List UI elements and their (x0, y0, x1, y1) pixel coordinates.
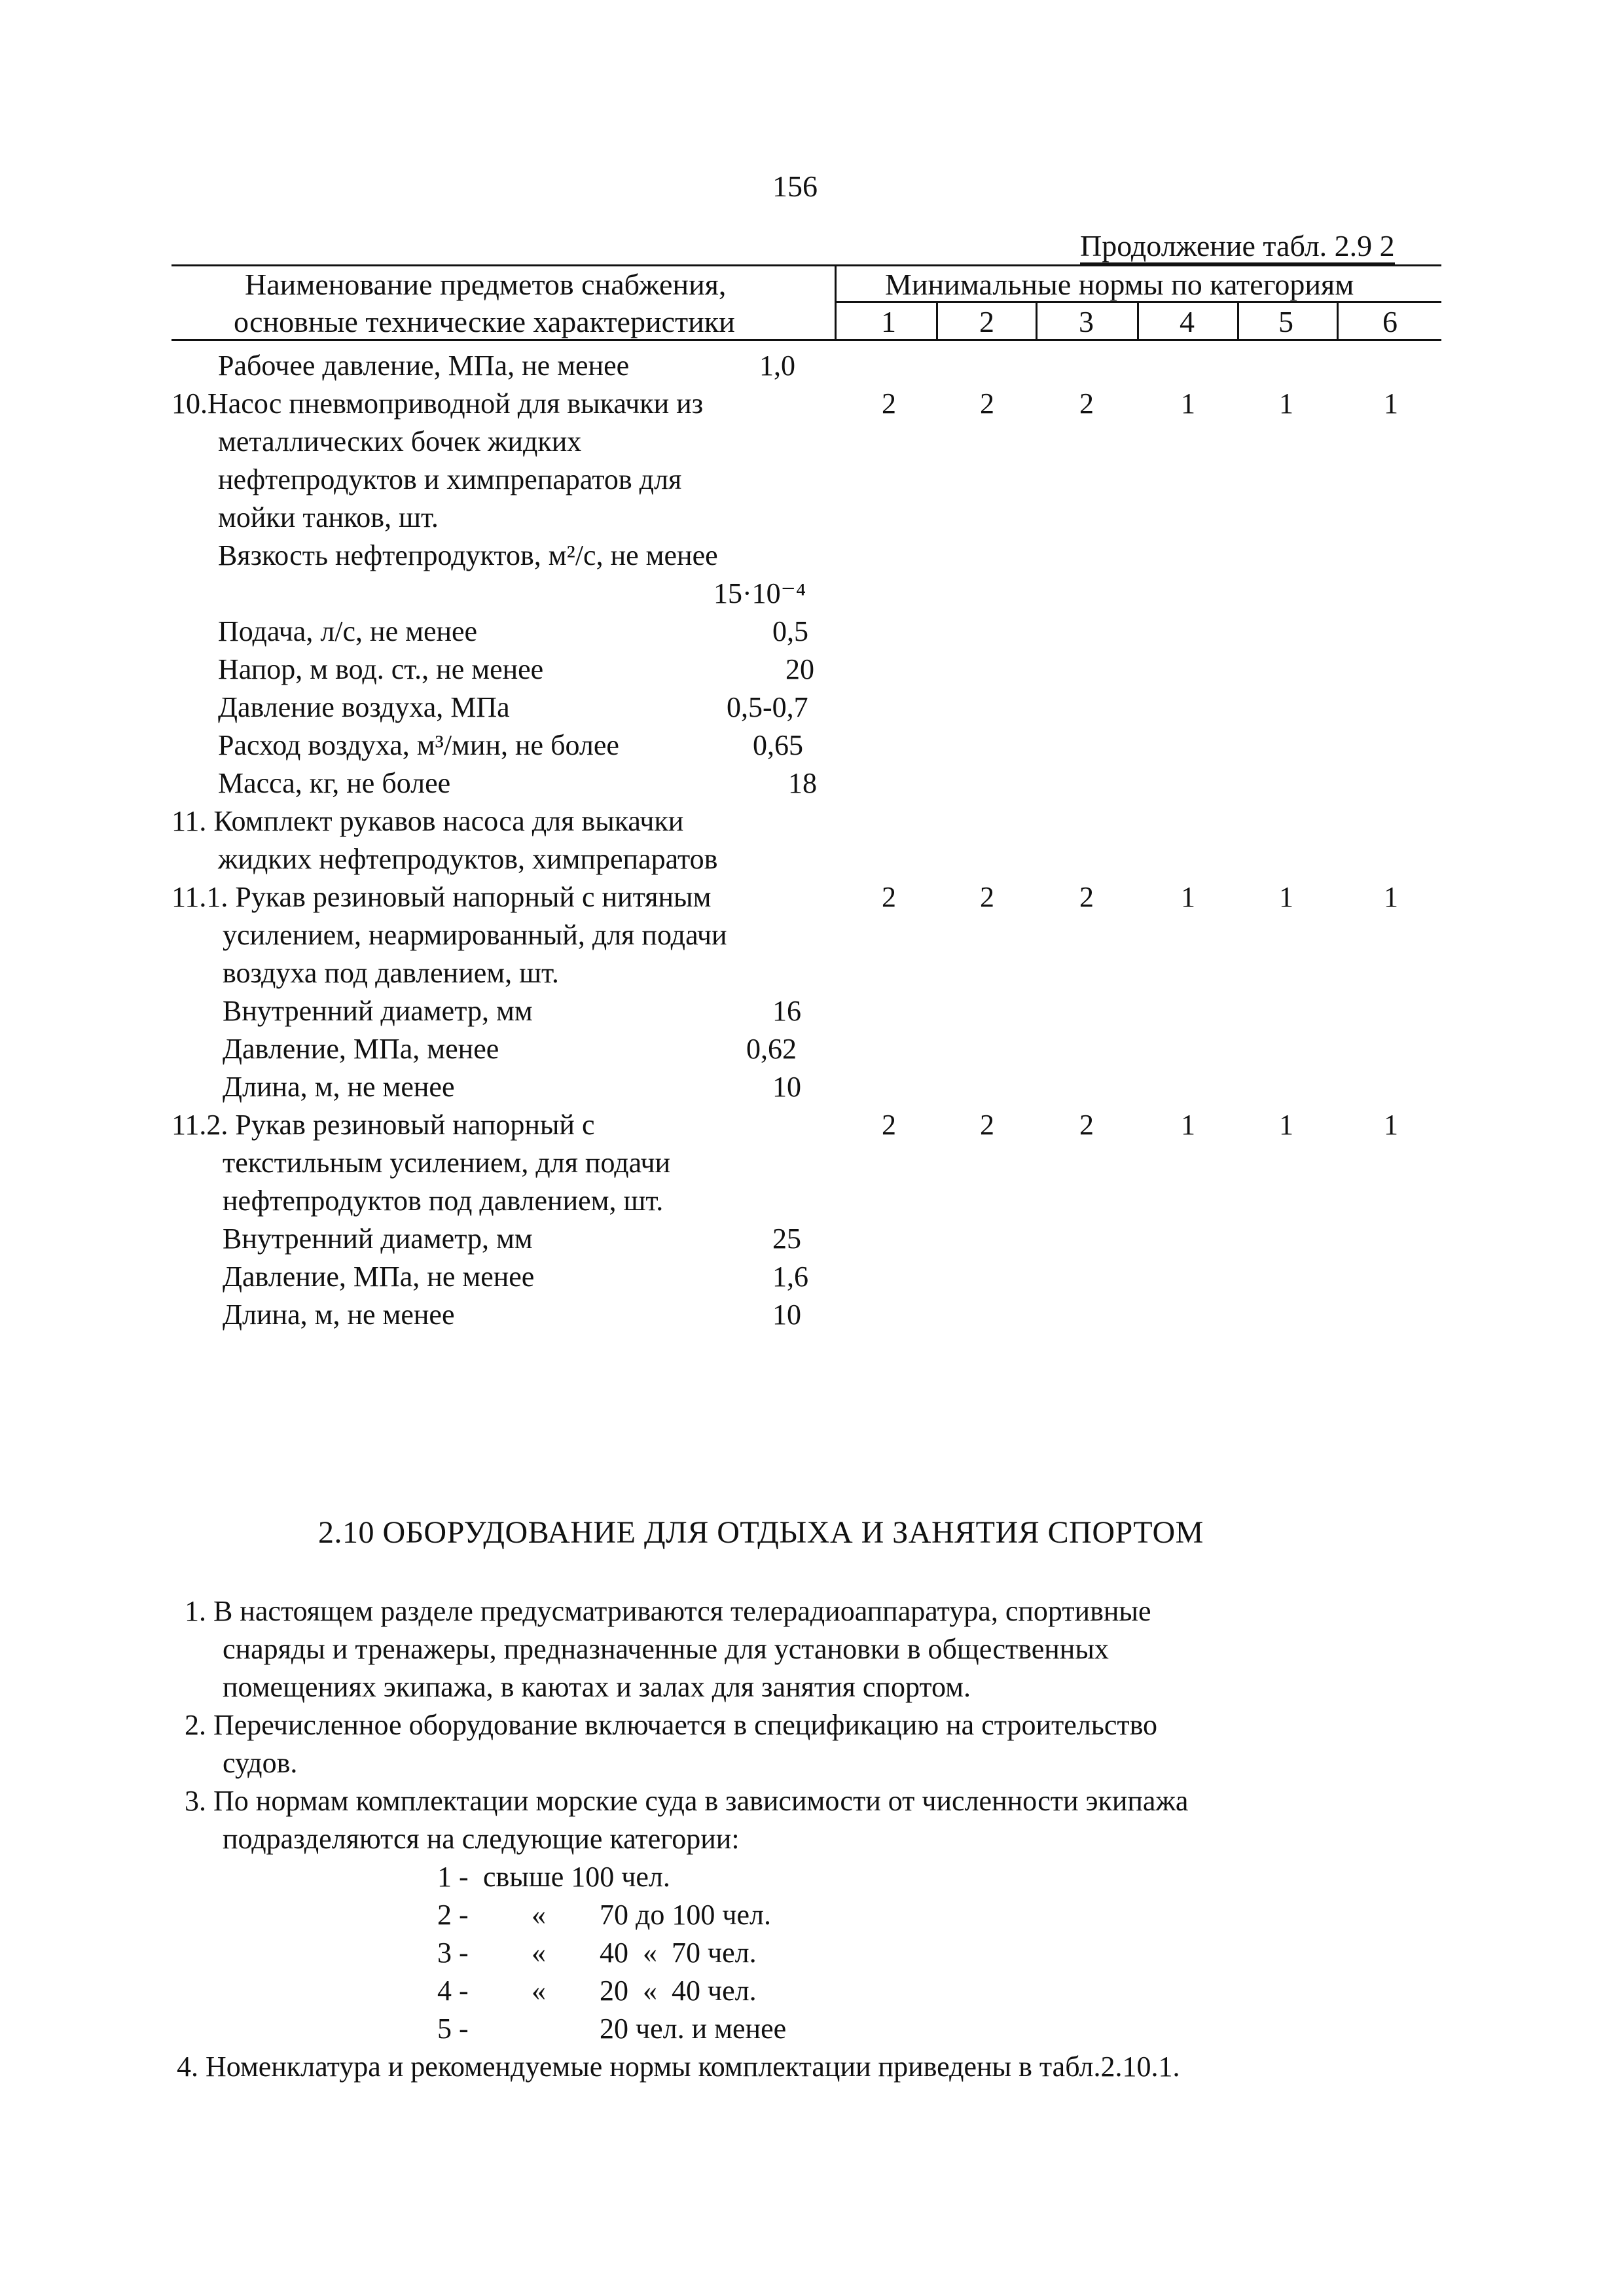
category-2-ditto: « (532, 1899, 546, 1931)
value-length-1: 10 (772, 1071, 801, 1103)
header-category-2: 2 (979, 305, 994, 338)
category-1-text: свыше 100 чел. (483, 1861, 670, 1893)
item-11-2-cat-2: 2 (980, 1109, 994, 1141)
value-air-flow: 0,65 (753, 729, 803, 761)
item-10-cat-1: 2 (882, 387, 896, 420)
item-11-2-cat-4: 1 (1181, 1109, 1195, 1141)
row-item-11-2-line2: текстильным усилением, для подачи (223, 1147, 671, 1179)
value-head: 20 (785, 653, 814, 685)
category-1-number: 1 - (437, 1861, 469, 1893)
value-viscosity: 15·10⁻⁴ (713, 577, 806, 609)
header-items-line1: Наименование предметов снабжения, (245, 268, 727, 301)
row-item-11-line2: жидких нефтепродуктов, химпрепаратов (218, 843, 718, 875)
value-pressure-2: 1,6 (772, 1261, 808, 1293)
item-11-1-cat-6: 1 (1384, 881, 1398, 913)
row-mass: Масса, кг, не более (218, 767, 451, 799)
header-category-3: 3 (1079, 305, 1094, 338)
category-5-number: 5 - (437, 2013, 469, 2045)
value-length-2: 10 (772, 1299, 801, 1331)
value-pressure-1: 0,62 (746, 1033, 797, 1065)
row-item-11-1-line3: воздуха под давлением, шт. (223, 957, 559, 989)
header-items-line2: основные технические характеристики (234, 305, 735, 338)
category-2-text: 70 до 100 чел. (600, 1899, 772, 1931)
row-air-flow: Расход воздуха, м³/мин, не более (218, 729, 619, 761)
category-2-number: 2 - (437, 1899, 469, 1931)
item-10-cat-2: 2 (980, 387, 994, 420)
row-item-10-line3: нефтепродуктов и химпрепаратов для (218, 463, 682, 495)
item-11-1-cat-4: 1 (1181, 881, 1195, 913)
value-mass: 18 (788, 767, 817, 799)
table-header-bottom-rule (171, 339, 1441, 341)
header-category-6: 6 (1382, 305, 1398, 338)
value-air-pressure: 0,5-0,7 (727, 691, 808, 723)
item-10-cat-5: 1 (1279, 387, 1293, 420)
value-inner-diameter-2: 25 (772, 1223, 801, 1255)
header-categories-title: Минимальные нормы по категориям (885, 268, 1354, 301)
row-length-1: Длина, м, не менее (223, 1071, 455, 1103)
category-4-ditto: « (532, 1975, 546, 2007)
header-divider (835, 264, 837, 340)
item-11-2-cat-6: 1 (1384, 1109, 1398, 1141)
item-11-1-cat-2: 2 (980, 881, 994, 913)
row-pressure-2: Давление, МПа, не менее (223, 1261, 535, 1293)
item-11-2-cat-5: 1 (1279, 1109, 1293, 1141)
row-pressure-1: Давление, МПа, менее (223, 1033, 499, 1065)
row-length-2: Длина, м, не менее (223, 1299, 455, 1331)
header-category-4: 4 (1180, 305, 1195, 338)
row-inner-diameter-2: Внутренний диаметр, мм (223, 1223, 533, 1255)
row-item-10-line2: металлических бочек жидких (218, 425, 582, 457)
value-inner-diameter-1: 16 (772, 995, 801, 1027)
page-number: 156 (772, 170, 818, 203)
row-item-11-2-title: 11.2. Рукав резиновый напорный с (171, 1109, 595, 1141)
row-air-pressure: Давление воздуха, МПа (218, 691, 510, 723)
category-divider-4 (1237, 301, 1239, 340)
row-flow: Подача, л/с, не менее (218, 615, 478, 647)
paragraph-1-line1: 1. В настоящем разделе предусматриваются телерадиоаппаратура, спортивные (185, 1595, 1151, 1627)
category-4-text: 20 « 40 чел. (600, 1975, 757, 2007)
item-10-cat-6: 1 (1384, 387, 1398, 420)
row-item-10-title: 10.Насос пневмоприводной для выкачки из (171, 387, 704, 420)
row-inner-diameter-1: Внутренний диаметр, мм (223, 995, 533, 1027)
paragraph-3-line1: 3. По нормам комплектации морские суда в зависимости от численности экипажа (185, 1785, 1189, 1817)
paragraph-4: 4. Номенклатура и рекомендуемые нормы комплектации приведены в табл.2.10.1. (177, 2051, 1180, 2083)
row-item-10-line4: мойки танков, шт. (218, 501, 439, 533)
category-divider-3 (1137, 301, 1139, 340)
item-10-cat-3: 2 (1079, 387, 1094, 420)
continuation-text: Продолжение табл. 2.9 2 (1080, 229, 1395, 262)
item-10-cat-4: 1 (1181, 387, 1195, 420)
row-item-11-2-line3: нефтепродуктов под давлением, шт. (223, 1185, 664, 1217)
category-5-text: 20 чел. и менее (600, 2013, 787, 2045)
header-category-1: 1 (881, 305, 896, 338)
category-3-text: 40 « 70 чел. (600, 1937, 757, 1969)
item-11-2-cat-1: 2 (882, 1109, 896, 1141)
category-divider-1 (936, 301, 938, 340)
value-flow: 0,5 (772, 615, 808, 647)
paragraph-3-line2: подразделяются на следующие категории: (223, 1823, 740, 1855)
category-divider-2 (1036, 301, 1038, 340)
table-top-rule (171, 264, 1441, 266)
row-item-11-1-title: 11.1. Рукав резиновый напорный с нитяным (171, 881, 712, 913)
row-item-11-title: 11. Комплект рукавов насоса для выкачки (171, 805, 684, 837)
category-3-ditto: « (532, 1937, 546, 1969)
row-viscosity: Вязкость нефтепродуктов, м²/с, не менее (218, 539, 718, 571)
category-divider-5 (1337, 301, 1339, 340)
row-head: Напор, м вод. ст., не менее (218, 653, 544, 685)
item-11-1-cat-5: 1 (1279, 881, 1293, 913)
table-continuation-label (1080, 231, 1395, 261)
paragraph-1-line3: помещениях экипажа, в каютах и залах для занятия спортом. (223, 1671, 971, 1703)
paragraph-2-line2: судов. (223, 1747, 298, 1779)
value-working-pressure: 1,0 (759, 350, 795, 382)
row-item-11-1-line2: усилением, неармированный, для подачи (223, 919, 727, 951)
paragraph-1-line2: снаряды и тренажеры, предназначенные для установки в общественных (223, 1633, 1109, 1665)
row-working-pressure: Рабочее давление, МПа, не менее (218, 350, 630, 382)
category-4-number: 4 - (437, 1975, 469, 2007)
paragraph-2-line1: 2. Перечисленное оборудование включается в спецификацию на строительство (185, 1709, 1158, 1741)
item-11-1-cat-3: 2 (1079, 881, 1094, 913)
section-title: 2.10 ОБОРУДОВАНИЕ ДЛЯ ОТДЫХА И ЗАНЯТИЯ СПОРТОМ (318, 1515, 1204, 1550)
category-3-number: 3 - (437, 1937, 469, 1969)
item-11-2-cat-3: 2 (1079, 1109, 1094, 1141)
header-category-5: 5 (1278, 305, 1293, 338)
item-11-1-cat-1: 2 (882, 881, 896, 913)
